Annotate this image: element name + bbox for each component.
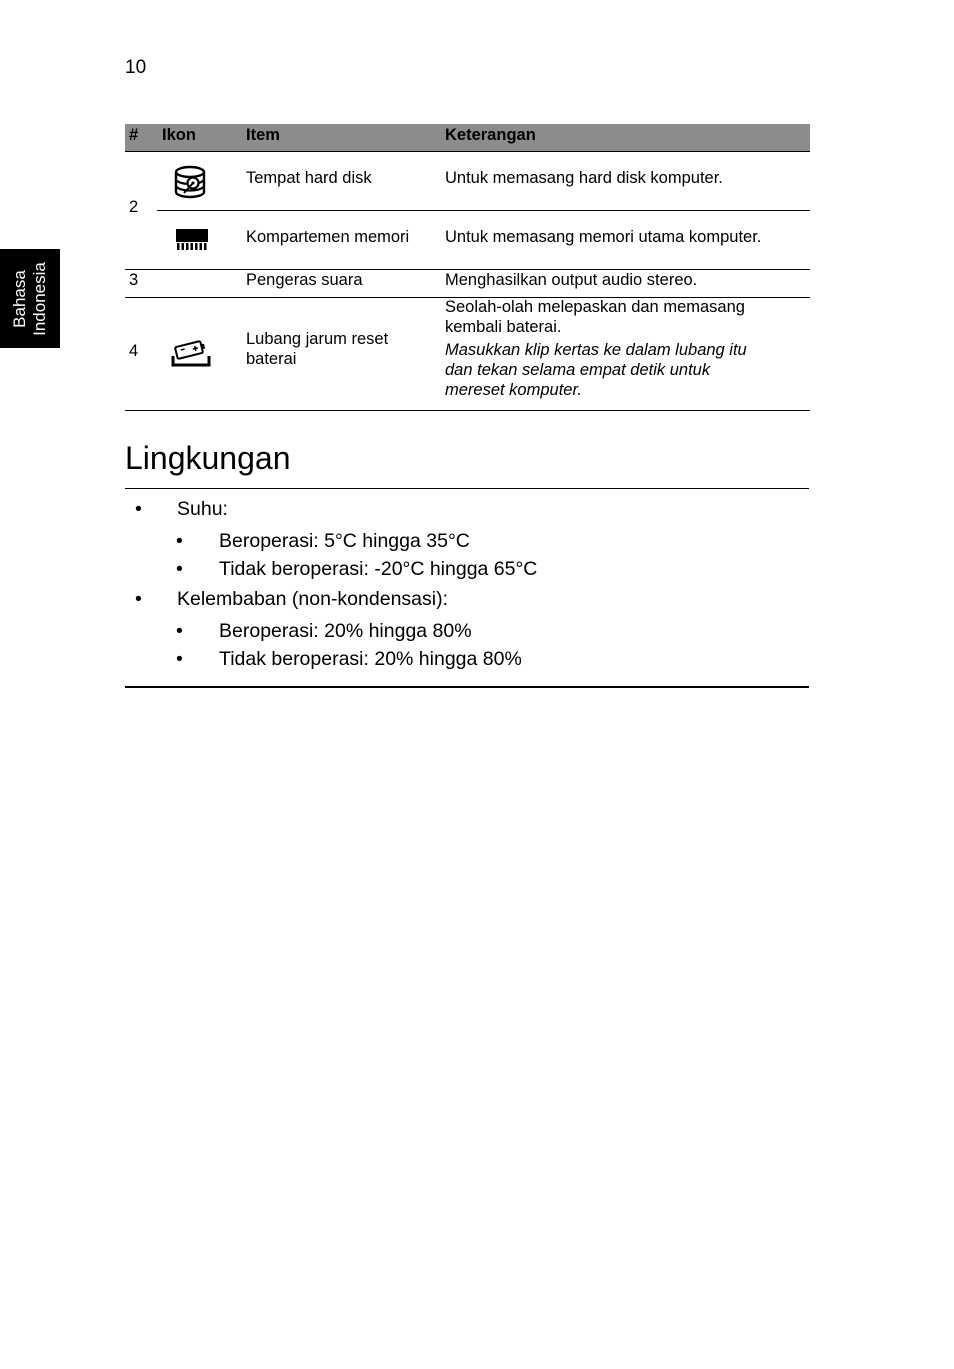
row-number: 2 <box>129 198 139 216</box>
item-hard-disk: Tempat hard disk <box>246 169 372 187</box>
memory-icon <box>175 228 209 257</box>
item-battery-reset: Lubang jarum reset baterai <box>246 330 389 368</box>
row-number: 3 <box>129 271 139 289</box>
header-item: Item <box>246 126 280 144</box>
language-tab-line-2: Indonesia <box>30 261 49 336</box>
table-bottom-rule <box>125 410 810 411</box>
desc-battery-reset: Seolah-olah melepaskan dan memasang kembali baterai. Masukkan klip kertas ke dalam lubang itu dan tekan selama empat detik untuk mereset komputer. <box>445 298 747 399</box>
header-description: Keterangan <box>445 126 536 144</box>
desc-memory: Untuk memasang memori utama komputer. <box>445 228 762 246</box>
battery-reset-icon <box>171 338 211 375</box>
language-tab <box>0 249 60 348</box>
section-top-rule <box>125 488 809 489</box>
table-header <box>125 124 810 152</box>
header-icon: Ikon <box>162 126 196 144</box>
item-speaker: Pengeras suara <box>246 271 363 289</box>
section-title: Lingkungan <box>125 440 291 476</box>
row-number: 4 <box>129 342 139 360</box>
row-divider <box>157 210 810 211</box>
language-tab-line-1: Bahasa <box>10 269 29 328</box>
page-number: 10 <box>125 57 147 78</box>
section-bottom-rule <box>125 686 809 688</box>
desc-hard-disk: Untuk memasang hard disk komputer. <box>445 169 723 187</box>
hard-disk-icon <box>173 164 209 205</box>
desc-speaker: Menghasilkan output audio stereo. <box>445 271 698 289</box>
header-number: # <box>129 126 139 144</box>
item-memory: Kompartemen memori <box>246 228 410 246</box>
